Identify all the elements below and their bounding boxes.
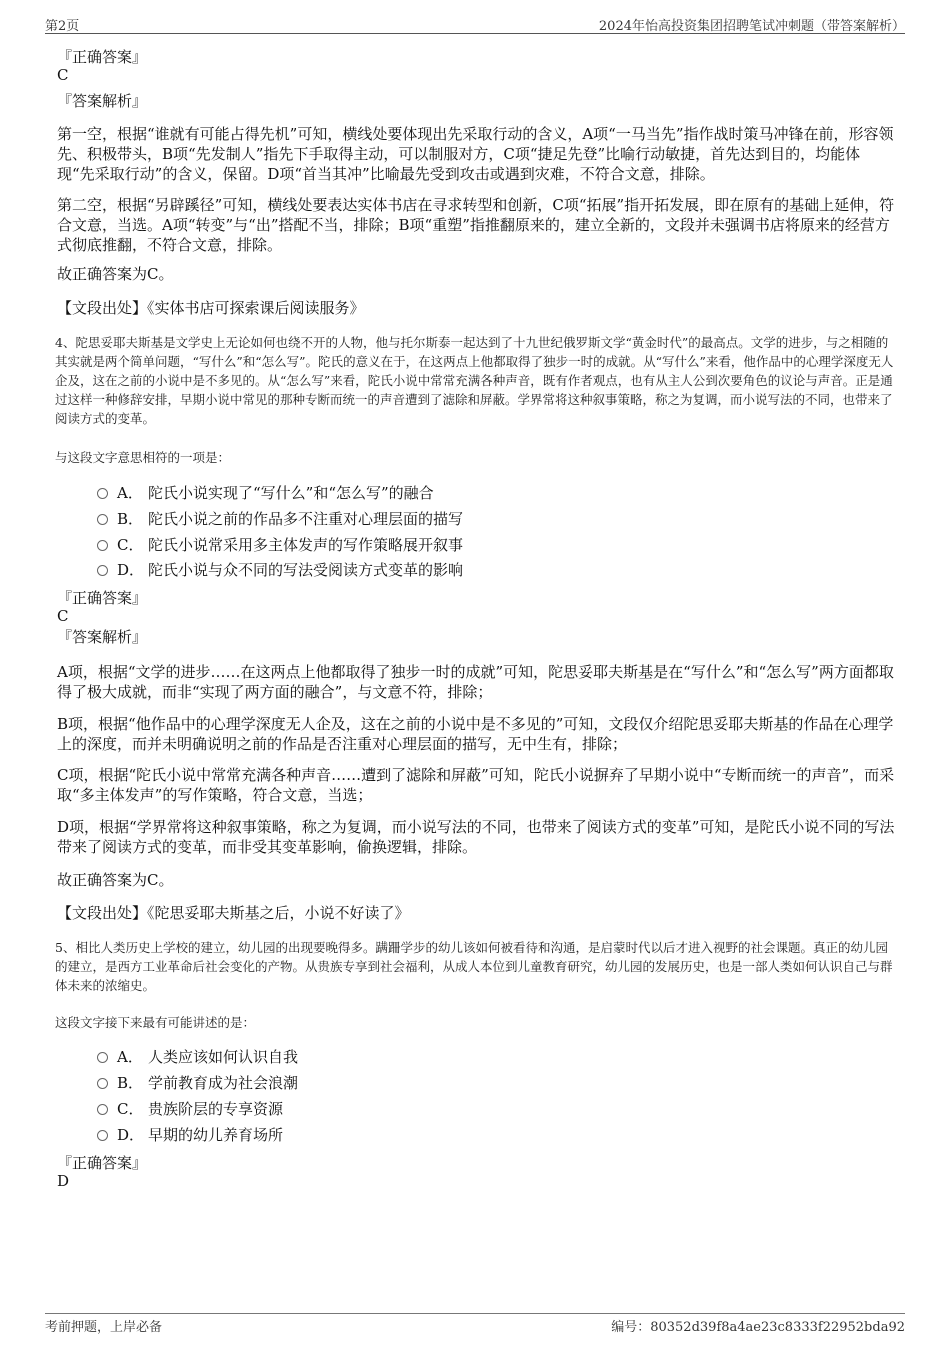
analysis-label: 『答案解析』 xyxy=(57,628,148,646)
question-text: 5、相比人类历史上学校的建立，幼儿园的出现要晚得多。蹒跚学步的幼儿该如何被看待和沟通，是启蒙时代以后才进入视野的社会课题。真正的幼儿园的建立，是西方工业革命后社会变化的产物。从贵族专享到社会福利，从成人本位到儿童教育研究，幼儿园的发展历史，也是一部人类如何认识自己与群体未来的浓缩史。 xyxy=(55,940,893,993)
correct-answer-label: 『正确答案』 xyxy=(57,1154,148,1172)
source: 【文段出处】《实体书店可探索课后阅读服务》 xyxy=(57,299,365,317)
radio-icon[interactable] xyxy=(97,565,108,576)
option-letter: A． xyxy=(117,1048,143,1066)
option-letter: C． xyxy=(117,536,144,554)
analysis-paragraph: C项，根据“陀氏小说中常常充满各种声音……遭到了滤除和屏蔽”可知，陀氏小说摒弃了早期小说中“专断而统一的声音”，而采取“多主体发声”的写作策略，符合文意，当选； xyxy=(57,766,895,804)
footer-slogan: 考前押题，上岸必备 xyxy=(45,1320,163,1335)
option-a[interactable] xyxy=(97,1048,298,1066)
option-text: 陀氏小说实现了“写什么”和“怎么写”的融合 xyxy=(148,484,434,502)
option-text: 学前教育成为社会浪潮 xyxy=(148,1074,299,1092)
option-letter: B． xyxy=(117,510,144,528)
option-c[interactable] xyxy=(97,1100,283,1118)
radio-icon[interactable] xyxy=(97,540,108,551)
option-text: 陀氏小说之前的作品多不注重对心理层面的描写 xyxy=(148,510,464,528)
analysis-paragraph: B项，根据“他作品中的心理学深度无人企及，这在之前的小说中是不多见的”可知，文段仅介绍陀思妥耶夫斯基的作品在心理学上的深度，而并未明确说明之前的作品是否注重对心理层面的描写，无中生有，排除； xyxy=(57,715,894,753)
analysis-paragraph: A项，根据“文学的进步……在这两点上他都取得了独步一时的成就”可知，陀思妥耶夫斯基是在“写什么”和“怎么写”两方面都取得了极大成就，而非“实现了两方面的融合”，与文意不符，排除； xyxy=(57,663,894,701)
option-letter: A． xyxy=(117,484,143,502)
option-text: 贵族阶层的专享资源 xyxy=(148,1100,284,1118)
option-d[interactable] xyxy=(97,1126,283,1144)
analysis-paragraph: D项，根据“学界常将这种叙事策略，称之为复调，而小说写法的不同，也带来了阅读方式的变革”可知，是陀氏小说不同的写法带来了阅读方式的变革，而非受其变革影响，偷换逻辑，排除。 xyxy=(57,818,895,856)
radio-icon[interactable] xyxy=(97,1078,108,1089)
radio-icon[interactable] xyxy=(97,1052,108,1063)
page-number: 第2页 xyxy=(45,19,80,34)
option-a[interactable] xyxy=(97,484,434,502)
option-d[interactable] xyxy=(97,561,463,579)
document-id: 编号：80352d39f8a4ae23c8333f22952bda92 xyxy=(611,1320,905,1335)
option-text: 早期的幼儿养育场所 xyxy=(148,1126,284,1144)
conclusion: 故正确答案为C。 xyxy=(57,265,174,283)
conclusion: 故正确答案为C。 xyxy=(57,871,174,889)
correct-answer-label: 『正确答案』 xyxy=(57,589,148,607)
correct-answer: D xyxy=(57,1172,70,1190)
analysis-label: 『答案解析』 xyxy=(57,92,148,110)
question-prompt: 这段文字接下来最有可能讲述的是： xyxy=(55,1015,256,1030)
radio-icon[interactable] xyxy=(97,514,108,525)
option-letter: D． xyxy=(117,561,145,579)
correct-answer: C xyxy=(57,66,69,84)
option-letter: D． xyxy=(117,1126,145,1144)
option-text: 陀氏小说与众不同的写法受阅读方式变革的影响 xyxy=(148,561,464,579)
radio-icon[interactable] xyxy=(97,1104,108,1115)
document-title: 2024年怡高投资集团招聘笔试冲刺题（带答案解析） xyxy=(598,19,905,34)
page-footer xyxy=(45,1313,905,1334)
question-prompt: 与这段文字意思相符的一项是： xyxy=(55,450,231,465)
page-header xyxy=(45,15,905,34)
radio-icon[interactable] xyxy=(97,1130,108,1141)
analysis-paragraph: 第二空，根据“另辟蹊径”可知，横线处要表达实体书店在寻求转型和创新，C项“拓展”指开拓发展，即在原有的基础上延伸，符合文意，当选。A项“转变”与“出”搭配不当，排除；B项“重塑”指推翻原来的，建立全新的，文段并未强调书店将原来的经营方式彻底推翻，不符合文意，排除。 xyxy=(57,196,895,254)
correct-answer-label: 『正确答案』 xyxy=(57,48,148,66)
option-letter: C． xyxy=(117,1100,144,1118)
analysis-paragraph: 第一空，根据“谁就有可能占得先机”可知，横线处要体现出先采取行动的含义，A项“一马当先”指作战时策马冲锋在前，形容领先、积极带头，B项“先发制人”指先下手取得主动，可以制服对方，C项“捷足先登”比喻行动敏捷，首先达到目的，均能体现“先采取行动”的含义，保留。D项“首当其冲”比喻最先受到攻击或遇到灾难，不符合文意，排除。 xyxy=(57,125,894,183)
option-letter: B． xyxy=(117,1074,144,1092)
option-text: 人类应该如何认识自我 xyxy=(148,1048,299,1066)
correct-answer: C xyxy=(57,607,69,625)
question-text: 4、陀思妥耶夫斯基是文学史上无论如何也绕不开的人物，他与托尔斯泰一起达到了十九世纪俄罗斯文学“黄金时代”的最高点。文学的进步，与之相随的其实就是两个简单问题，“写什么”和“怎么写”。陀氏的意义在于，在这两点上他都取得了独步一时的成就。从“写什么”来看，他作品中的心理学深度无人企及，这在之前的小说中是不多见的。从“怎么写”来看，陀氏小说中常常充满各种声音，既有作者观点，也有从主人公到次要角色的议论与声音。正是通过这样一种修辞安排，早期小说中常见的那种专断而统一的声音遭到了滤除和屏蔽。学界常将这种叙事策略，称之为复调，而小说写法的不同，也带来了阅读方式的变革。 xyxy=(55,335,894,426)
option-b[interactable] xyxy=(97,1074,298,1092)
source: 【文段出处】《陀思妥耶夫斯基之后，小说不好读了》 xyxy=(57,904,410,922)
option-c[interactable] xyxy=(97,536,463,554)
option-b[interactable] xyxy=(97,510,463,528)
option-text: 陀氏小说常采用多主体发声的写作策略展开叙事 xyxy=(148,536,464,554)
radio-icon[interactable] xyxy=(97,488,108,499)
